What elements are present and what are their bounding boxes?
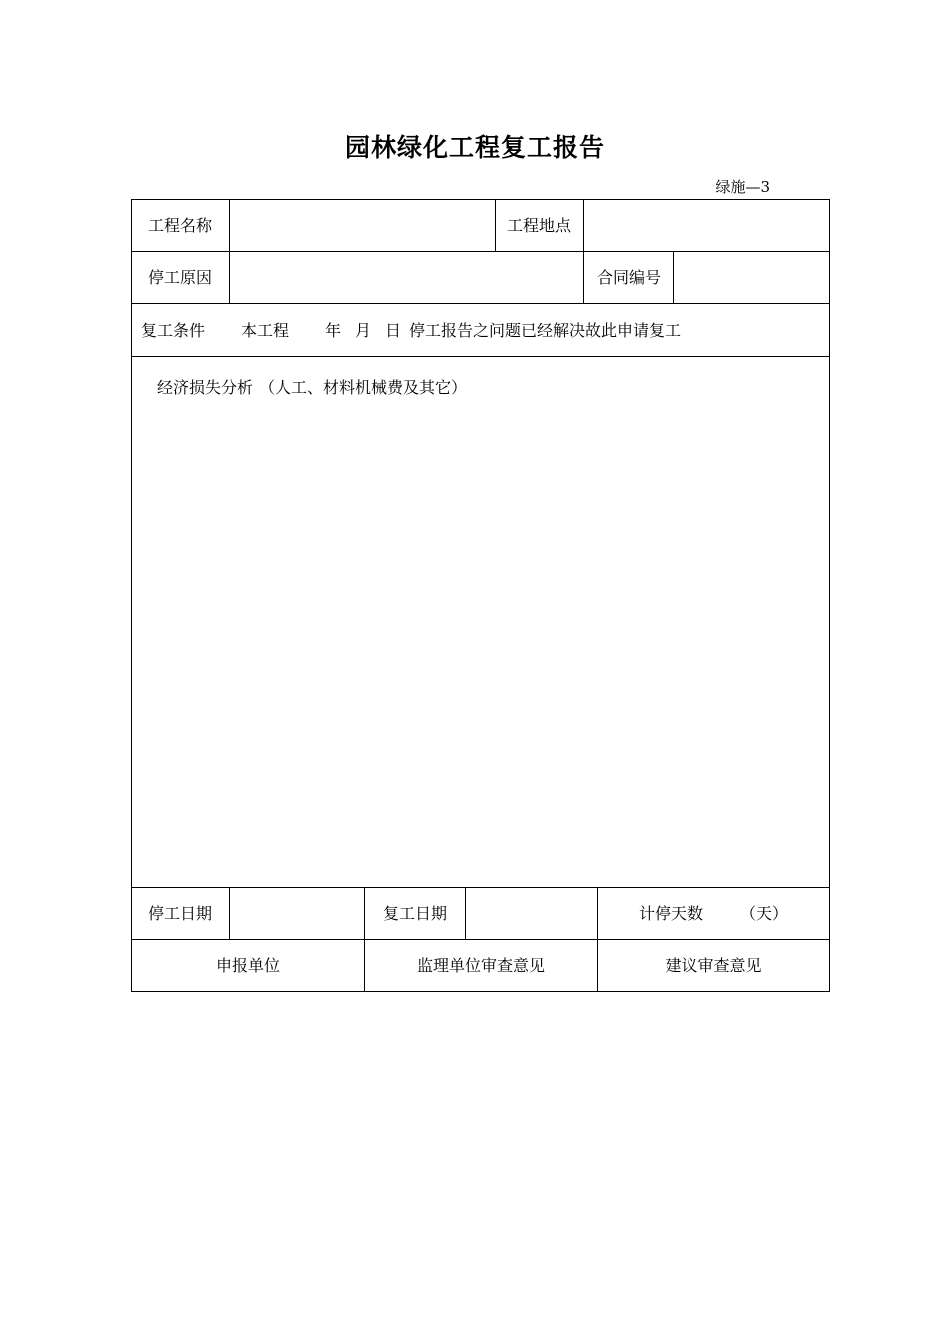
resume-conditions-label: 复工条件 [141,321,206,340]
form-code: 绿施—3 [715,178,770,196]
row2-divider-a [229,251,230,303]
project-location-label: 工程地点 [507,216,572,235]
row1-divider-a [229,200,230,251]
resume-report-form [131,199,830,992]
suggested-opinion-label: 建议审查意见 [665,956,762,975]
month-label: 月 [355,321,372,340]
row5-divider-b [364,887,365,939]
resume-date-label: 复工日期 [383,904,448,923]
project-name-label: 工程名称 [148,216,213,235]
row-divider-2 [132,303,829,304]
stop-days-label: 计停天数 [639,904,704,923]
row5-divider-a [229,887,230,939]
loss-analysis-label: 经济损失分析 [157,378,254,397]
row-divider-3 [132,356,829,357]
row-divider-4 [132,887,829,888]
row2-divider-c [673,251,674,303]
days-unit-label: （天） [740,904,789,923]
row-divider-1 [132,251,829,252]
project-prefix: 本工程 [241,321,290,340]
supervisor-opinion-label: 监理单位审查意见 [416,956,545,975]
resume-statement: 停工报告之问题已经解决故此申请复工 [409,321,682,340]
row1-divider-b [495,200,496,251]
day-label: 日 [385,321,402,340]
stop-date-label: 停工日期 [148,904,213,923]
contract-number-label: 合同编号 [597,268,662,287]
row5-divider-d [597,887,598,939]
row5-divider-c [465,887,466,939]
year-label: 年 [325,321,342,340]
page-title: 园林绿化工程复工报告 [344,133,605,162]
loss-analysis-note: （人工、材料机械费及其它） [259,378,468,397]
reporting-unit-label: 申报单位 [215,956,280,975]
stop-reason-label: 停工原因 [148,268,213,287]
row2-divider-b [583,251,584,303]
row-divider-5 [132,939,829,940]
row1-divider-c [583,200,584,251]
